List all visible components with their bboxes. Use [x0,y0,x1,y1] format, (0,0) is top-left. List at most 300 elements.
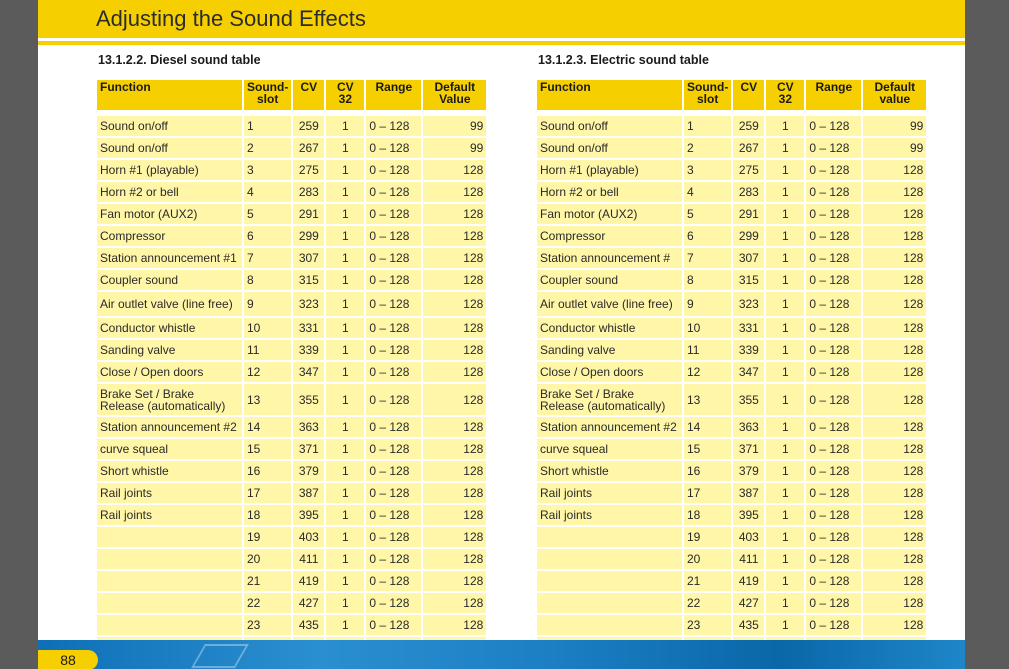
table-cell: 128 [863,292,926,318]
table-row [97,292,486,318]
table-cell: 1 [326,549,364,571]
table-cell: 1 [766,417,804,439]
table-cell: 1 [326,527,364,549]
table-cell: 128 [863,318,926,340]
table-row [537,527,926,549]
column-header: CV 32 [326,80,364,116]
table-cell: Close / Open doors [97,362,242,384]
table-cell: 0 – 128 [366,527,421,549]
table-row [97,439,486,461]
electric-sound-table [535,80,928,659]
table-cell: 18 [244,505,291,527]
table-cell [97,571,242,593]
table-cell: Station announcement # [537,248,682,270]
table-cell: 0 – 128 [806,417,861,439]
table-cell: 128 [423,439,486,461]
table-cell: 387 [293,483,324,505]
table-cell: 0 – 128 [806,160,861,182]
page-number: 88 [38,650,98,669]
table-cell: 371 [293,439,324,461]
table-cell: 20 [684,549,731,571]
table-cell: 0 – 128 [366,483,421,505]
table-row [537,505,926,527]
table-cell: 128 [863,248,926,270]
table-cell: 403 [733,527,764,549]
table-cell: 1 [326,571,364,593]
table-cell: 14 [684,417,731,439]
table-cell: 128 [863,549,926,571]
table-cell: Conductor whistle [537,318,682,340]
table-cell: 1 [766,318,804,340]
column-header: CV [293,80,324,116]
table-row [97,248,486,270]
table-cell: 128 [863,362,926,384]
table-cell: 331 [733,318,764,340]
table-cell: 17 [684,483,731,505]
table-cell: 0 – 128 [366,384,421,417]
table-cell: 0 – 128 [806,340,861,362]
table-cell: 259 [733,116,764,138]
table-cell: 21 [244,571,291,593]
table-cell: Close / Open doors [537,362,682,384]
table-cell: 0 – 128 [806,204,861,226]
table-cell: 1 [766,270,804,292]
table-cell: 435 [733,615,764,637]
table-cell: 7 [684,248,731,270]
table-cell: 128 [863,270,926,292]
table-cell: 9 [684,292,731,318]
table-cell: 1 [766,439,804,461]
table-cell: 12 [244,362,291,384]
table-cell: 128 [863,593,926,615]
table-row [537,417,926,439]
table-cell: 128 [423,204,486,226]
table-cell: 0 – 128 [806,505,861,527]
table-cell: 15 [244,439,291,461]
table-cell: 99 [423,138,486,160]
table-cell: 22 [244,593,291,615]
table-row [537,483,926,505]
table-cell: Air outlet valve (line free) [537,292,682,318]
column-header: Default value [863,80,926,116]
table-cell: 283 [733,182,764,204]
table-row [97,362,486,384]
table-row [97,571,486,593]
table-cell: 1 [326,615,364,637]
table-cell: 259 [293,116,324,138]
table-cell: 0 – 128 [806,292,861,318]
table-cell: 0 – 128 [366,340,421,362]
table-cell: 0 – 128 [806,483,861,505]
title-rule [38,41,965,45]
table-cell: 0 – 128 [366,571,421,593]
table-cell: 128 [863,226,926,248]
table-cell: 363 [733,417,764,439]
table-cell: Sound on/off [97,116,242,138]
table-cell: 128 [423,362,486,384]
table-cell: 13 [244,384,291,417]
table-cell: 339 [293,340,324,362]
table-row [537,384,926,417]
table-cell: 1 [766,248,804,270]
table-cell: 0 – 128 [806,384,861,417]
table-cell: Station announcement #2 [537,417,682,439]
table-row [537,439,926,461]
table-row [537,204,926,226]
table-cell: 18 [684,505,731,527]
table-cell: 0 – 128 [806,362,861,384]
table-cell: 307 [293,248,324,270]
table-cell: 6 [684,226,731,248]
column-header: Range [366,80,421,116]
table-cell: 315 [733,270,764,292]
table-cell: 11 [684,340,731,362]
table-row [537,138,926,160]
table-cell: 128 [423,593,486,615]
table-cell: 128 [863,417,926,439]
table-cell: 128 [423,483,486,505]
table-cell: 1 [326,461,364,483]
table-row [537,292,926,318]
table-row [97,483,486,505]
table-cell [537,549,682,571]
table-row [97,527,486,549]
table-cell: 299 [293,226,324,248]
table-cell: 0 – 128 [806,593,861,615]
table-cell [97,593,242,615]
table-cell: 411 [733,549,764,571]
table-row [97,270,486,292]
table-cell: 128 [863,571,926,593]
table-cell: 275 [733,160,764,182]
table-cell: 419 [733,571,764,593]
table-cell: 0 – 128 [806,270,861,292]
table-row [537,461,926,483]
table-row [97,340,486,362]
table-cell: 371 [733,439,764,461]
table-cell: 0 – 128 [806,571,861,593]
document-page [38,0,965,669]
table-cell: Air outlet valve (line free) [97,292,242,318]
table-cell: 7 [244,248,291,270]
table-cell: 1 [326,292,364,318]
table-header-row [97,80,486,116]
table-cell: 411 [293,549,324,571]
table-cell: 128 [863,615,926,637]
table-cell: 1 [766,204,804,226]
table-row [97,549,486,571]
table-cell: 1 [684,116,731,138]
table-cell: 0 – 128 [366,362,421,384]
table-cell [97,615,242,637]
table-cell: 379 [733,461,764,483]
table-row [97,138,486,160]
table-cell: 8 [244,270,291,292]
table-cell: 1 [766,527,804,549]
table-cell: 347 [733,362,764,384]
table-cell: 0 – 128 [806,549,861,571]
table-cell: 379 [293,461,324,483]
table-cell: 1 [326,182,364,204]
table-row [97,318,486,340]
table-cell: 1 [326,204,364,226]
table-cell: 3 [684,160,731,182]
table-row [537,549,926,571]
table-cell: 0 – 128 [366,116,421,138]
table-cell: 323 [733,292,764,318]
table-cell: Brake Set / Brake Release (automatically) [97,384,242,417]
table-cell: 19 [244,527,291,549]
table-cell: 1 [326,505,364,527]
table-cell: 128 [863,340,926,362]
table-cell: 1 [766,226,804,248]
table-row [97,116,486,138]
table-cell: 11 [244,340,291,362]
table-row [537,318,926,340]
table-cell: 1 [326,248,364,270]
table-cell: Sanding valve [537,340,682,362]
table-cell: 395 [293,505,324,527]
table-cell: 0 – 128 [806,226,861,248]
table-cell: 1 [326,384,364,417]
table-cell: 16 [244,461,291,483]
table-cell: 1 [766,384,804,417]
table-cell: 1 [326,362,364,384]
table-cell: 0 – 128 [366,318,421,340]
table-cell: 128 [423,318,486,340]
table-cell [97,549,242,571]
table-cell: 0 – 128 [806,248,861,270]
table-cell: Sound on/off [537,116,682,138]
table-cell: 128 [423,292,486,318]
table-row [537,226,926,248]
column-header: CV 32 [766,80,804,116]
table-cell [537,571,682,593]
table-cell: 1 [326,226,364,248]
table-cell: 1 [326,138,364,160]
column-header: Function [537,80,682,116]
table-cell [97,527,242,549]
table-cell: 0 – 128 [366,615,421,637]
table-row [97,505,486,527]
table-cell: 128 [863,160,926,182]
table-cell: 128 [423,384,486,417]
table-cell: Coupler sound [537,270,682,292]
table-row [97,384,486,417]
table-cell: 10 [244,318,291,340]
footer-band [38,640,965,669]
table-cell: 0 – 128 [806,138,861,160]
table-cell: 1 [326,340,364,362]
table-cell: 427 [293,593,324,615]
table-cell: 128 [423,615,486,637]
table-cell: 1 [326,439,364,461]
table-cell: 19 [684,527,731,549]
table-cell: 2 [244,138,291,160]
column-header: Sound-slot [244,80,291,116]
table-row [537,270,926,292]
column-header: CV [733,80,764,116]
table-row [537,362,926,384]
table-cell: 5 [684,204,731,226]
diesel-sound-table [95,80,488,659]
table-cell: Station announcement #1 [97,248,242,270]
table-cell: 0 – 128 [366,160,421,182]
table-cell: 315 [293,270,324,292]
table-cell: 0 – 128 [366,248,421,270]
table-cell: 99 [863,116,926,138]
table-cell: 1 [326,270,364,292]
table-cell: 16 [684,461,731,483]
table-cell: 307 [733,248,764,270]
table-cell: 355 [293,384,324,417]
table-cell: 99 [863,138,926,160]
table-row [537,160,926,182]
table-cell: 128 [863,439,926,461]
table-cell: Horn #2 or bell [537,182,682,204]
table-cell: Brake Set / Brake Release (automatically) [537,384,682,417]
table-cell: 23 [684,615,731,637]
table-cell: Coupler sound [97,270,242,292]
table-cell: 0 – 128 [366,593,421,615]
table-cell: 128 [423,160,486,182]
table-cell: 0 – 128 [806,439,861,461]
table-cell: 395 [733,505,764,527]
table-cell: 0 – 128 [366,439,421,461]
table-cell: 283 [293,182,324,204]
table-cell [537,615,682,637]
table-row [97,615,486,637]
table-cell: 10 [684,318,731,340]
table-cell: 128 [863,182,926,204]
table-cell: Sanding valve [97,340,242,362]
table-cell: 1 [766,505,804,527]
table-cell: 128 [863,527,926,549]
table-cell: 22 [684,593,731,615]
table-row [537,182,926,204]
table-cell: 1 [766,593,804,615]
table-cell: 331 [293,318,324,340]
table-cell: Short whistle [537,461,682,483]
electric-section-title: 13.1.2.3. Electric sound table [538,53,709,67]
table-cell: 1 [766,182,804,204]
table-cell: 1 [326,483,364,505]
table-cell: 21 [684,571,731,593]
column-header: Sound-slot [684,80,731,116]
table-cell: 15 [684,439,731,461]
table-cell: 13 [684,384,731,417]
table-cell: 0 – 128 [806,318,861,340]
table-row [97,204,486,226]
column-header: Function [97,80,242,116]
table-cell: 299 [733,226,764,248]
table-cell: 9 [244,292,291,318]
table-cell: 355 [733,384,764,417]
table-cell: 435 [293,615,324,637]
table-cell: 128 [423,226,486,248]
table-cell: 128 [423,417,486,439]
table-cell: 20 [244,549,291,571]
table-cell: 0 – 128 [806,116,861,138]
table-row [537,593,926,615]
table-row [97,461,486,483]
table-cell: 1 [766,340,804,362]
table-row [537,248,926,270]
table-cell: 291 [733,204,764,226]
table-cell: 128 [863,204,926,226]
table-cell: Fan motor (AUX2) [537,204,682,226]
table-cell: Rail joints [97,483,242,505]
table-row [537,340,926,362]
table-cell: 128 [423,461,486,483]
table-cell: 323 [293,292,324,318]
table-cell: 128 [863,483,926,505]
table-cell: 14 [244,417,291,439]
table-cell: 128 [423,270,486,292]
table-cell: 0 – 128 [806,461,861,483]
table-cell: 1 [766,549,804,571]
table-cell: 128 [423,248,486,270]
table-cell: 12 [684,362,731,384]
table-header-row [537,80,926,116]
table-row [97,226,486,248]
title-bar [38,0,965,38]
table-cell: 6 [244,226,291,248]
column-header: Default Value [423,80,486,116]
table-cell: 339 [733,340,764,362]
table-cell: 0 – 128 [366,292,421,318]
table-cell: 1 [326,116,364,138]
table-cell: 1 [766,292,804,318]
table-cell: 128 [423,505,486,527]
table-cell: 0 – 128 [806,527,861,549]
table-cell: Sound on/off [97,138,242,160]
table-cell: Horn #1 (playable) [537,160,682,182]
table-cell: 0 – 128 [806,182,861,204]
table-cell: 1 [326,593,364,615]
table-cell: 128 [423,182,486,204]
table-cell: 128 [863,461,926,483]
table-cell: 1 [326,160,364,182]
table-cell [537,593,682,615]
table-cell: Compressor [537,226,682,248]
table-cell: 3 [244,160,291,182]
table-cell [537,527,682,549]
table-row [537,615,926,637]
diesel-section-title: 13.1.2.2. Diesel sound table [98,53,261,67]
table-cell: 128 [863,505,926,527]
table-cell: 0 – 128 [366,138,421,160]
table-cell: 1 [326,318,364,340]
table-cell: 23 [244,615,291,637]
table-cell: Fan motor (AUX2) [97,204,242,226]
table-cell: 363 [293,417,324,439]
table-cell: 128 [863,384,926,417]
table-cell: 1 [766,461,804,483]
table-cell: 128 [423,340,486,362]
table-row [537,571,926,593]
table-cell: 291 [293,204,324,226]
table-cell: 267 [293,138,324,160]
table-row [97,593,486,615]
table-row [97,160,486,182]
table-cell: Rail joints [537,483,682,505]
table-cell: Conductor whistle [97,318,242,340]
table-cell: 128 [423,527,486,549]
table-cell: Sound on/off [537,138,682,160]
table-cell: 0 – 128 [366,549,421,571]
table-cell: 1 [766,116,804,138]
